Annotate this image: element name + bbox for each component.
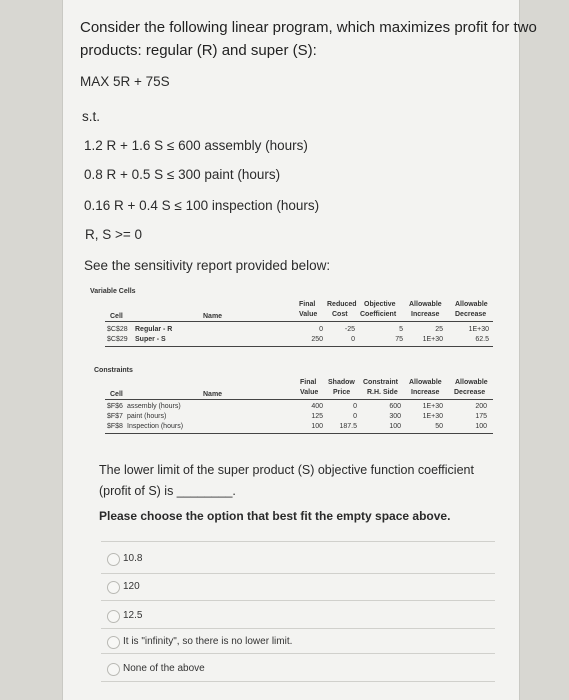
question-line-1: Consider the following linear program, which maximizes profit for two (80, 19, 537, 36)
variable-cells-title: Variable Cells (90, 288, 136, 295)
vc-header-cell: Cell (110, 313, 123, 320)
option-4-label: It is "infinity", so there is no lower limit. (123, 636, 293, 647)
objective-function: MAX 5R + 75S (80, 74, 170, 89)
vc-header-name: Name (203, 313, 223, 320)
option-divider (101, 681, 495, 682)
vc-header-objective-bot: Coefficient (360, 311, 397, 318)
vc-header-allow-dec-top: Allowable (455, 301, 488, 308)
ct-header-constraint-top: Constraint (363, 379, 398, 386)
question-line-2: products: regular (R) and super (S): (80, 42, 317, 59)
ct-header-rule (105, 399, 493, 400)
option-divider (101, 541, 495, 542)
constraint-inspection: 0.16 R + 0.4 S ≤ 100 inspection (hours) (84, 198, 320, 213)
vc-header-final-top: Final (299, 301, 316, 308)
ct-header-allow-dec-top: Allowable (455, 379, 488, 386)
option-5-label: None of the above (123, 663, 205, 674)
vc-header-objective-top: Objective (364, 301, 396, 308)
vc-header-allow-dec-bot: Decrease (455, 311, 487, 318)
subject-to-label: s.t. (82, 109, 101, 124)
constraint-assembly: 1.2 R + 1.6 S ≤ 600 assembly (hours) (84, 138, 308, 153)
ct-header-allow-inc-top: Allowable (409, 379, 442, 386)
option-3-radio[interactable] (107, 610, 120, 623)
option-1-radio[interactable] (107, 553, 120, 566)
prompt-line-2: (profit of S) is ________. (99, 484, 236, 498)
ct-header-shadow-top: Shadow (328, 379, 355, 386)
ct-header-shadow-bot: Price (333, 389, 351, 396)
option-1-label: 10.8 (123, 553, 143, 564)
constraint-nonnegativity: R, S >= 0 (85, 227, 143, 242)
vc-header-reduced-top: Reduced (327, 301, 357, 308)
option-divider (101, 653, 495, 654)
ct-header-name: Name (203, 391, 223, 398)
ct-bottom-rule (105, 433, 493, 434)
ct-header-allow-dec-bot: Decrease (454, 389, 486, 396)
ct-header-allow-inc-bot: Increase (411, 389, 440, 396)
ct-header-constraint-bot: R.H. Side (367, 389, 398, 396)
vc-header-allow-inc-bot: Increase (411, 311, 440, 318)
option-2-radio[interactable] (107, 581, 120, 594)
vc-header-final-bot: Value (299, 311, 318, 318)
prompt-instruction: Please choose the option that best fit the empty space above. (99, 509, 451, 523)
option-divider (101, 600, 495, 601)
vc-bottom-rule (105, 346, 493, 347)
option-4-radio[interactable] (107, 636, 120, 649)
vc-header-allow-inc-top: Allowable (409, 301, 442, 308)
option-2-label: 120 (123, 581, 140, 592)
option-5-radio[interactable] (107, 663, 120, 676)
vc-header-reduced-bot: Cost (332, 311, 348, 318)
ct-header-cell: Cell (110, 391, 123, 398)
sensitivity-intro: See the sensitivity report provided below: (84, 258, 331, 273)
ct-header-final-top: Final (300, 379, 317, 386)
option-3-label: 12.5 (123, 610, 143, 621)
question-page: Consider the following linear program, which maximizes profit for two products: regular (R) and super (S): MAX 5R + 75S s.t. 1.2 R + 1.6 S ≤ 600 assembly (hours) 0.8 R + 0.5 S ≤ 300 paint (hours) 0.16 R + 0.4 S ≤ 100 inspection (hours) R, S >= 0 See the sensitivity report provided below: Variable Cells Final Value Reduced Cost Objective Coefficient Allowable Increase Allowable Decrease Cell Name $C$28 Regular - R 0 -25 5 25 1E+30 $C$29 Super - S 250 0 75 1E+30 62.5 Constraints Final Value Shadow Price Constraint R.H. Side Allowable Increase Allowable Decrease Cell Name $F$6 assembly (hours) 400 0 600 1E+30 200 $F$7 paint (hours) 125 0 300 1E+30 175 $F$8 Inspection (hours) 100 187.5 100 50 100 The lower limit of the super product (S) objective function coefficient (profit of S) is ________. Please choose the option that best fit the empty space above. 10.8 120 12.5 It is "infinity", so there is no lower limit. None of the above (62, 0, 520, 700)
option-divider (101, 573, 495, 574)
option-divider (101, 628, 495, 629)
vc-header-rule (105, 321, 493, 322)
prompt-line-1: The lower limit of the super product (S) objective function coefficient (99, 463, 474, 477)
ct-header-final-bot: Value (300, 389, 319, 396)
constraints-title: Constraints (94, 367, 133, 374)
constraint-paint: 0.8 R + 0.5 S ≤ 300 paint (hours) (84, 167, 281, 182)
